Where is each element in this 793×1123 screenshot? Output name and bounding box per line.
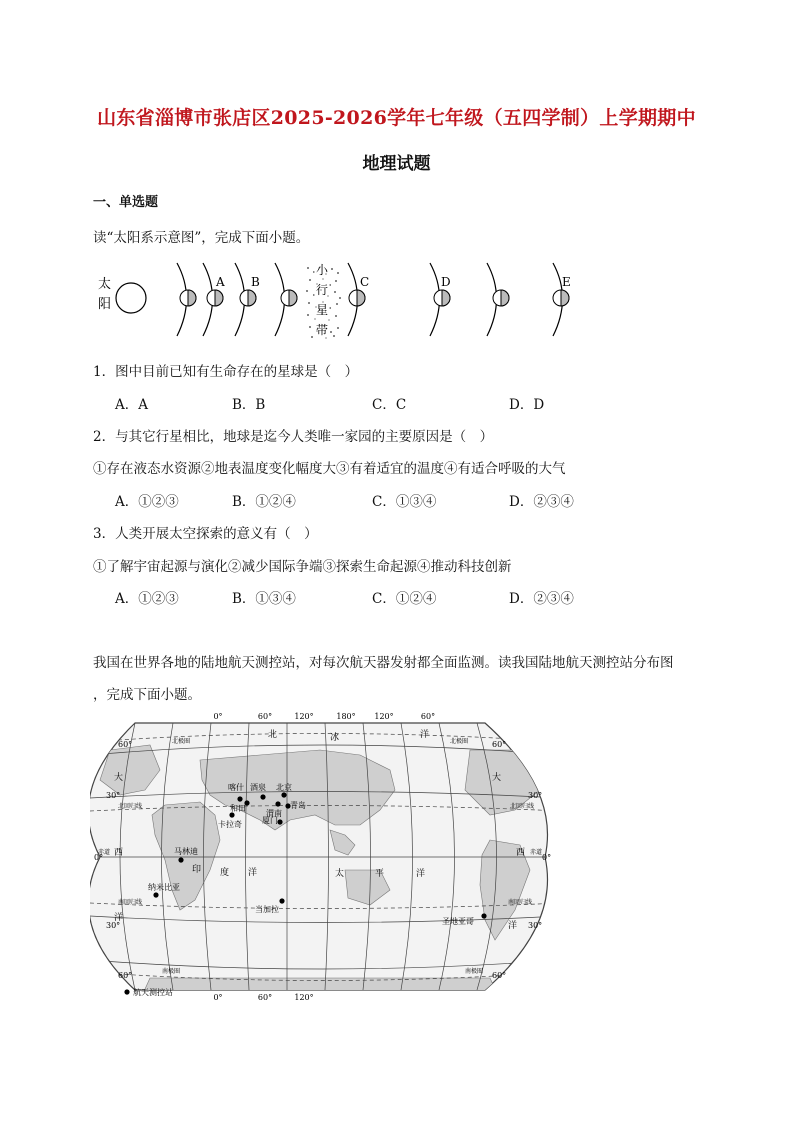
station-karachi: [229, 812, 234, 817]
station-label: 厦门: [262, 816, 278, 825]
lon-label-top: 60°: [420, 712, 436, 721]
belt-label-3: 星: [316, 303, 329, 317]
q2-option-a[interactable]: A．①②③: [115, 494, 179, 510]
line-label-right: 北回归线: [510, 803, 535, 810]
planet-label-e: E: [562, 275, 571, 289]
lon-label-bottom: 0°: [213, 993, 223, 1000]
station-weinan: [275, 801, 280, 806]
lat-label-right: 60°: [492, 740, 507, 749]
ocean-label: 印: [192, 865, 202, 875]
planet-label-d: D: [441, 275, 451, 289]
station-malindi: [178, 857, 183, 862]
ocean-label: 洋: [420, 730, 430, 740]
station-label: 青岛: [290, 801, 306, 810]
ocean-label: 洋: [248, 868, 258, 878]
station-label: 圣地亚哥: [442, 917, 474, 926]
station-label: 纳米比亚: [148, 883, 180, 892]
ocean-label: 西: [114, 848, 124, 858]
question-3-statements: ①了解宇宙起源与演化②减少国际争端③探索生命起源④推动科技创新: [93, 559, 512, 575]
ocean-label: 北: [268, 730, 278, 740]
q3-option-d[interactable]: D．②③④: [509, 591, 574, 607]
sun-label-1: 太: [98, 277, 112, 292]
lat-label-right: 60°: [492, 971, 507, 980]
q2-option-d[interactable]: D．②③④: [509, 494, 574, 510]
legend-dot: [124, 989, 129, 994]
station-xiamen: [277, 819, 282, 824]
q2-option-b[interactable]: B．①②④: [232, 494, 296, 510]
question-3-stem: 3．人类开展太空探索的意义有（ ）: [93, 526, 318, 542]
line-label-left: 赤道: [98, 849, 111, 856]
lat-label-right: 30°: [528, 791, 543, 800]
ocean-label: 平: [375, 869, 385, 879]
question-2-stem: 2．与其它行星相比，地球是迄今人类唯一家园的主要原因是（ ）: [93, 429, 494, 445]
line-label-right: 赤道: [530, 849, 543, 856]
ocean-label: 大: [492, 773, 502, 783]
line-label-left: 北极圈: [172, 738, 191, 745]
station-label: 酒泉: [250, 783, 266, 792]
line-label-left: 南回归线: [118, 899, 143, 906]
lon-label-top: 180°: [336, 712, 356, 721]
line-label-right: 南回归线: [508, 899, 533, 906]
lon-label-bottom: 120°: [294, 993, 314, 1000]
world-map: [90, 710, 560, 1000]
page-subtitle: 地理试题: [362, 154, 431, 174]
ocean-label: 大: [114, 773, 124, 783]
station-kashi: [237, 796, 242, 801]
ocean-label: 太: [335, 869, 345, 879]
sun-label-2: 阳: [98, 297, 112, 312]
q1-option-c[interactable]: C．C: [372, 397, 407, 413]
q3-option-b[interactable]: B．①③④: [232, 591, 296, 607]
belt-label-4: 带: [316, 323, 329, 337]
section-heading: 一、单选题: [93, 195, 159, 210]
station-label: 渭南: [266, 809, 282, 818]
q3-option-a[interactable]: A．①②③: [115, 591, 179, 607]
station-label: 马林迪: [174, 847, 198, 856]
lon-label-top: 0°: [213, 712, 223, 721]
q1-option-d[interactable]: D．D: [509, 397, 545, 413]
lat-label-left: 60°: [118, 971, 133, 980]
lat-label-left: 0°: [94, 853, 104, 862]
ocean-label: 冰: [330, 733, 340, 743]
page-title: 山东省淄博市张店区2025-2026学年七年级（五四学制）上学期期中: [97, 107, 696, 129]
planet-label-c: C: [360, 275, 370, 289]
sun-circle: [116, 283, 146, 313]
planets: [180, 290, 569, 306]
line-label-left: 南极圈: [162, 968, 181, 975]
station-dongara: [279, 898, 284, 903]
station-santiago: [481, 913, 486, 918]
belt-label-2: 行: [316, 283, 329, 297]
station-label: 北京: [276, 783, 292, 792]
solar-system-diagram: [90, 258, 590, 344]
q2-option-c[interactable]: C．①③④: [372, 494, 437, 510]
line-label-right: 北极圈: [450, 738, 469, 745]
line-label-right: 南极圈: [465, 968, 484, 975]
station-label: 喀什: [228, 783, 244, 792]
question-1-stem: 1．图中目前已知有生命存在的星球是（ ）: [93, 364, 359, 380]
legend-label: 航天测控站: [133, 988, 173, 997]
lon-label-bottom: 60°: [257, 993, 273, 1000]
ocean-label: 度: [220, 868, 230, 878]
station-label: 当加拉: [255, 905, 279, 914]
q3-option-c[interactable]: C．①②④: [372, 591, 437, 607]
line-label-left: 北回归线: [118, 803, 143, 810]
station-namibia: [153, 892, 158, 897]
lon-label-top: 60°: [257, 712, 273, 721]
q1-option-b[interactable]: B．B: [232, 397, 266, 413]
ocean-label: 洋: [416, 869, 426, 879]
lat-label-right: 30°: [528, 921, 543, 930]
planet-label-a: A: [216, 275, 225, 289]
station-label: 和田: [230, 804, 246, 813]
station-label: 卡拉奇: [218, 820, 242, 829]
station-jiuquan: [260, 794, 265, 799]
intro-text-2-line-2: ，完成下面小题。: [93, 687, 201, 703]
lat-label-right: 0°: [542, 853, 552, 862]
intro-text-2-line-1: 我国在世界各地的陆地航天测控站，对每次航天器发射都全面监测。读我国陆地航天测控站分布图: [93, 655, 674, 671]
lat-label-left: 30°: [106, 921, 121, 930]
planet-label-b: B: [251, 275, 260, 289]
q1-option-a[interactable]: A．A: [115, 397, 148, 413]
ocean-label: 洋: [508, 921, 518, 931]
intro-text-1: 读“太阳系示意图”，完成下面小题。: [93, 230, 310, 246]
lon-label-top: 120°: [374, 712, 394, 721]
lat-label-left: 30°: [106, 791, 121, 800]
lat-label-left: 60°: [118, 740, 133, 749]
ocean-label: 洋: [114, 913, 124, 923]
ocean-label: 西: [516, 848, 526, 858]
question-2-statements: ①存在液态水资源②地表温度变化幅度大③有着适宜的温度④有适合呼吸的大气: [93, 461, 566, 477]
belt-label-1: 小: [316, 263, 329, 277]
station-beijing: [281, 792, 286, 797]
lon-label-top: 120°: [294, 712, 314, 721]
